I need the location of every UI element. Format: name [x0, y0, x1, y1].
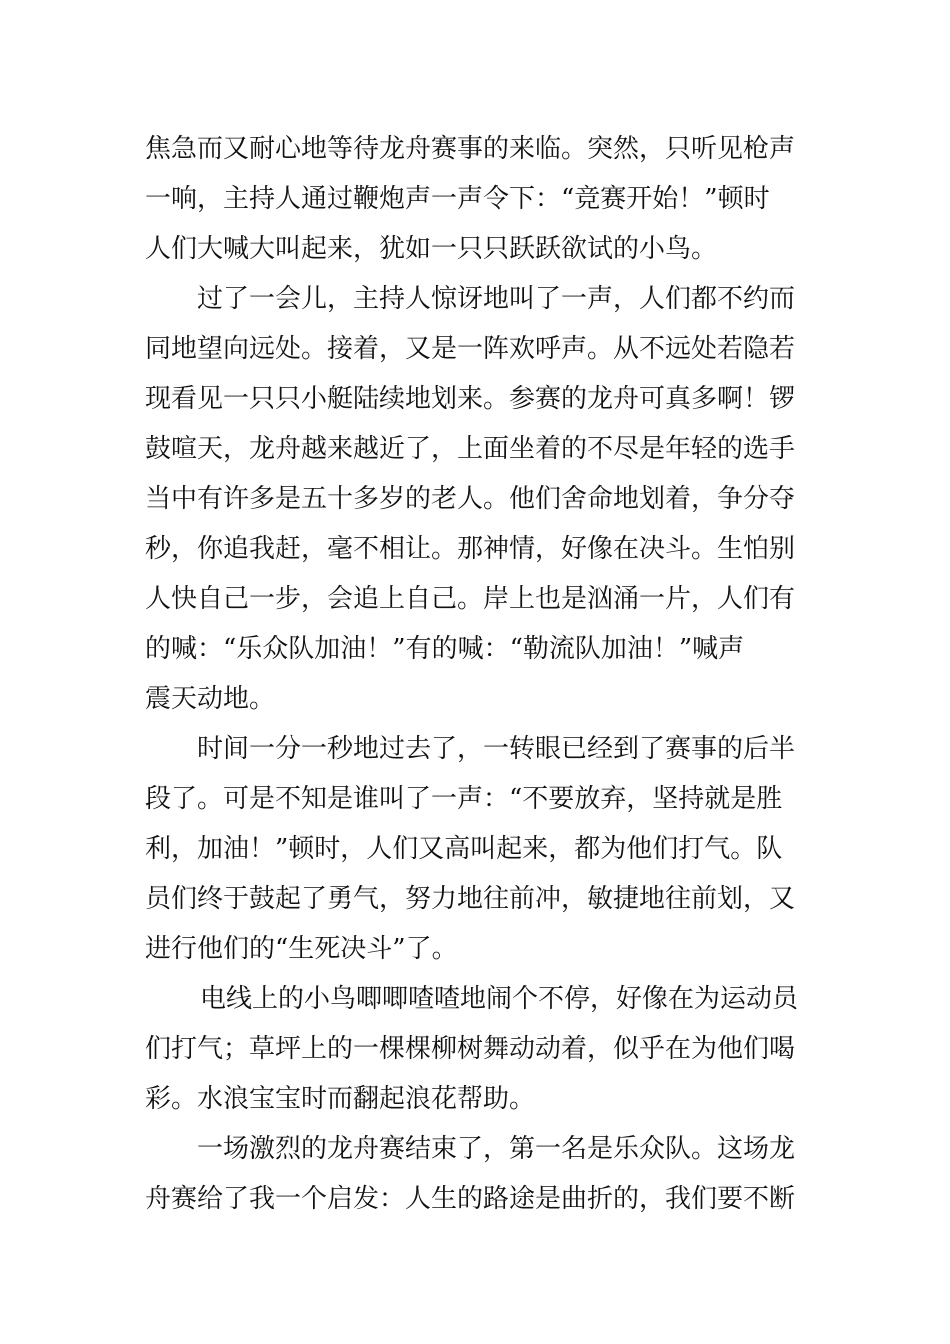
text-line: 震天动地。	[145, 684, 276, 714]
text-line: 利，加油！”顿时，人们又高叫起来，都为他们打气。队	[145, 834, 783, 864]
text-line: 一场激烈的龙舟赛结束了，第一名是乐众队。这场龙	[197, 1134, 796, 1164]
text-line: 电线上的小鸟唧唧喳喳地闹个不停，好像在为运动员	[200, 984, 799, 1014]
text-line: 现看见一只只小艇陆续地划来。参赛的龙舟可真多啊！锣	[145, 384, 796, 414]
text-line: 人快自己一步，会追上自己。岸上也是汹涌一片，人们有	[145, 584, 796, 614]
text-line: 的喊：“乐众队加油！”有的喊：“勒流队加油！”喊声	[145, 634, 745, 664]
text-line: 彩。水浪宝宝时而翻起浪花帮助。	[145, 1084, 536, 1114]
text-line: 一响，主持人通过鞭炮声一声令下：“竞赛开始！”顿时	[145, 184, 770, 214]
essay-text	[145, 124, 810, 1224]
text-line: 当中有许多是五十多岁的老人。他们舍命地划着，争分夺	[145, 484, 796, 514]
text-line: 焦急而又耐心地等待龙舟赛事的来临。突然，只听见枪声	[145, 134, 796, 164]
text-line: 秒，你追我赶，毫不相让。那神情，好像在决斗。生怕别	[145, 534, 796, 564]
paragraph-5	[145, 1124, 810, 1224]
text-line: 鼓喧天，龙舟越来越近了，上面坐着的不尽是年轻的选手	[145, 434, 796, 464]
text-line: 段了。可是不知是谁叫了一声：“不要放弃，坚持就是胜	[145, 784, 783, 814]
text-line: 们打气；草坪上的一棵棵柳树舞动动着，似乎在为他们喝	[145, 1034, 796, 1064]
paragraph-3	[145, 724, 810, 974]
text-line: 过了一会儿，主持人惊讶地叫了一声，人们都不约而	[197, 284, 796, 314]
paragraph-2	[145, 274, 810, 724]
text-line: 同地望向远处。接着，又是一阵欢呼声。从不远处若隐若	[145, 334, 796, 364]
text-line: 进行他们的“生死决斗”了。	[145, 934, 458, 964]
text-line: 人们大喊大叫起来，犹如一只只跃跃欲试的小鸟。	[145, 234, 718, 264]
paragraph-4	[145, 974, 810, 1124]
text-line: 员们终于鼓起了勇气，努力地往前冲，敏捷地往前划，又	[145, 884, 796, 914]
text-line: 舟赛给了我一个启发：人生的路途是曲折的，我们要不断	[145, 1184, 796, 1214]
paragraph-1	[145, 124, 810, 274]
text-line: 时间一分一秒地过去了，一转眼已经到了赛事的后半	[197, 734, 796, 764]
